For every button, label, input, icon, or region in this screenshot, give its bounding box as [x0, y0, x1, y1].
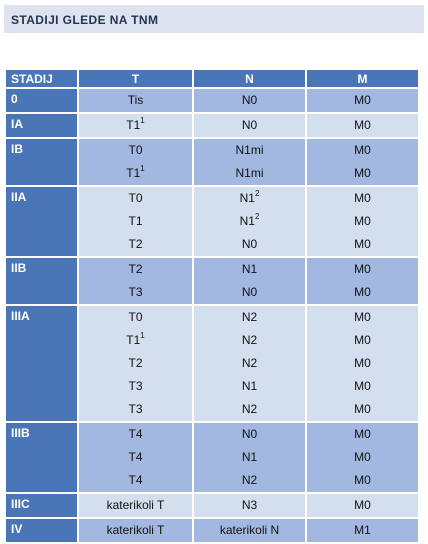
m-value [307, 352, 418, 375]
n-text: N0 [241, 118, 258, 132]
n-text: N2 [241, 356, 258, 370]
t-value [79, 469, 192, 492]
t-value [79, 519, 192, 542]
m-text: M0 [354, 402, 371, 416]
column-header-stadij: STADIJ [6, 70, 77, 87]
m-text: M0 [354, 166, 371, 180]
t-value [79, 446, 192, 469]
column-header-m: M [307, 70, 418, 87]
m-text: M0 [354, 310, 371, 324]
cell-m [307, 187, 418, 256]
n-text: N1 [241, 450, 258, 464]
n-text: N2 [241, 402, 258, 416]
t-value [79, 494, 192, 517]
t-footnote-marker: 1 [140, 331, 145, 340]
t-text: T3 [128, 402, 143, 416]
cell-t [79, 258, 192, 304]
t-value [79, 306, 192, 329]
n-text: N1 [239, 191, 255, 205]
table-row [6, 114, 418, 137]
n-text: N1mi [235, 166, 264, 180]
cell-t [79, 519, 192, 542]
cell-m [307, 258, 418, 304]
cell-m [307, 306, 418, 421]
n-value [194, 139, 305, 162]
cell-t [79, 306, 192, 421]
t-value [79, 187, 192, 210]
n-value [194, 89, 305, 112]
cell-t [79, 494, 192, 517]
n-value [194, 352, 305, 375]
cell-m [307, 89, 418, 112]
table-row [6, 187, 418, 256]
t-text: T3 [128, 285, 143, 299]
n-value [194, 494, 305, 517]
n-footnote-marker: 2 [254, 212, 260, 221]
m-value [307, 281, 418, 304]
m-text: M0 [354, 473, 371, 487]
t-text: T3 [128, 379, 143, 393]
t-text: T2 [128, 237, 143, 251]
n-value [194, 187, 305, 210]
t-value [79, 398, 192, 421]
stage-label: IA [6, 114, 77, 137]
t-text: T2 [128, 262, 143, 276]
n-value [194, 398, 305, 421]
stage-label: IIIB [6, 423, 77, 492]
t-value [79, 233, 192, 256]
m-value [307, 398, 418, 421]
t-value [79, 89, 192, 112]
m-value [307, 233, 418, 256]
m-text: M0 [354, 379, 371, 393]
t-text: T1 [126, 333, 141, 347]
m-value [307, 114, 418, 137]
n-value [194, 375, 305, 398]
table-row [6, 494, 418, 517]
cell-n [194, 258, 305, 304]
m-text: M0 [354, 237, 371, 251]
n-text: N0 [241, 93, 258, 107]
t-text: T4 [128, 427, 143, 441]
m-text: M0 [354, 498, 371, 512]
cell-t [79, 423, 192, 492]
cell-n [194, 114, 305, 137]
stage-label: IIIC [6, 494, 77, 517]
m-value [307, 329, 418, 352]
t-value [79, 375, 192, 398]
cell-n [194, 494, 305, 517]
stage-label: IIIA [6, 306, 77, 421]
m-value [307, 187, 418, 210]
m-value [307, 258, 418, 281]
n-footnote-marker: 2 [254, 189, 260, 198]
t-value [79, 162, 192, 185]
cell-t [79, 114, 192, 137]
m-text: M0 [354, 118, 371, 132]
table-row [6, 89, 418, 112]
tnm-stage-table [4, 68, 420, 544]
n-text: N1mi [235, 143, 264, 157]
m-value [307, 162, 418, 185]
t-text: T0 [128, 143, 143, 157]
t-value [79, 258, 192, 281]
m-text: M0 [354, 191, 371, 205]
cell-m [307, 494, 418, 517]
m-value [307, 423, 418, 446]
cell-n [194, 139, 305, 185]
cell-t [79, 139, 192, 185]
t-value [79, 139, 192, 162]
n-text: N1 [239, 214, 255, 228]
t-text: T4 [128, 450, 143, 464]
m-text: M0 [354, 356, 371, 370]
page-title: STADIJI GLEDE NA TNM [11, 13, 159, 27]
m-value [307, 446, 418, 469]
m-text: M0 [354, 143, 371, 157]
column-header-n: N [194, 70, 305, 87]
m-text: M0 [354, 333, 371, 347]
cell-m [307, 114, 418, 137]
m-value [307, 469, 418, 492]
column-header-t: T [79, 70, 192, 87]
cell-n [194, 519, 305, 542]
n-value [194, 258, 305, 281]
m-value [307, 89, 418, 112]
m-value [307, 494, 418, 517]
t-text: T1 [126, 166, 141, 180]
t-value [79, 329, 192, 352]
t-text: T2 [128, 356, 143, 370]
n-text: katerikoli N [219, 523, 280, 537]
cell-n [194, 89, 305, 112]
table-row [6, 139, 418, 185]
m-value [307, 139, 418, 162]
n-text: N0 [241, 237, 258, 251]
cell-n [194, 423, 305, 492]
cell-m [307, 139, 418, 185]
cell-n [194, 306, 305, 421]
t-value [79, 423, 192, 446]
n-value [194, 469, 305, 492]
n-value [194, 281, 305, 304]
m-text: M1 [354, 523, 371, 537]
t-text: katerikoli T [106, 498, 165, 512]
m-value [307, 519, 418, 542]
cell-m [307, 519, 418, 542]
t-value [79, 281, 192, 304]
n-text: N1 [241, 379, 258, 393]
table-row [6, 258, 418, 304]
stage-label: IB [6, 139, 77, 185]
t-text: T0 [128, 310, 143, 324]
n-text: N0 [241, 427, 258, 441]
n-text: N2 [241, 333, 258, 347]
m-text: M0 [354, 262, 371, 276]
n-value [194, 329, 305, 352]
n-value [194, 114, 305, 137]
n-value [194, 306, 305, 329]
n-value [194, 210, 305, 233]
stage-label: IV [6, 519, 77, 542]
t-value [79, 114, 192, 137]
cell-t [79, 187, 192, 256]
m-value [307, 210, 418, 233]
n-value [194, 162, 305, 185]
t-text: T0 [128, 191, 143, 205]
n-value [194, 519, 305, 542]
cell-t [79, 89, 192, 112]
t-value [79, 210, 192, 233]
table-row [6, 519, 418, 542]
m-text: M0 [354, 427, 371, 441]
cell-n [194, 187, 305, 256]
t-footnote-marker: 1 [140, 116, 145, 125]
n-text: N2 [241, 310, 258, 324]
t-text: T1 [128, 214, 143, 228]
table-row [6, 306, 418, 421]
n-value [194, 446, 305, 469]
m-text: M0 [354, 93, 371, 107]
n-text: N0 [241, 285, 258, 299]
m-value [307, 375, 418, 398]
t-text: katerikoli T [106, 523, 165, 537]
cell-m [307, 423, 418, 492]
stage-label: IIB [6, 258, 77, 304]
stage-label: IIA [6, 187, 77, 256]
m-text: M0 [354, 450, 371, 464]
m-text: M0 [354, 285, 371, 299]
t-footnote-marker: 1 [140, 164, 145, 173]
n-value [194, 423, 305, 446]
title-bar [4, 5, 424, 33]
m-value [307, 306, 418, 329]
t-value [79, 352, 192, 375]
t-text: T1 [126, 118, 141, 132]
table-row [6, 423, 418, 492]
header-row [6, 70, 418, 87]
n-value [194, 233, 305, 256]
m-text: M0 [354, 214, 371, 228]
stage-label: 0 [6, 89, 77, 112]
n-text: N3 [241, 498, 258, 512]
t-text: T4 [128, 473, 143, 487]
t-text: Tis [127, 93, 144, 107]
n-text: N1 [241, 262, 258, 276]
n-text: N2 [241, 473, 258, 487]
